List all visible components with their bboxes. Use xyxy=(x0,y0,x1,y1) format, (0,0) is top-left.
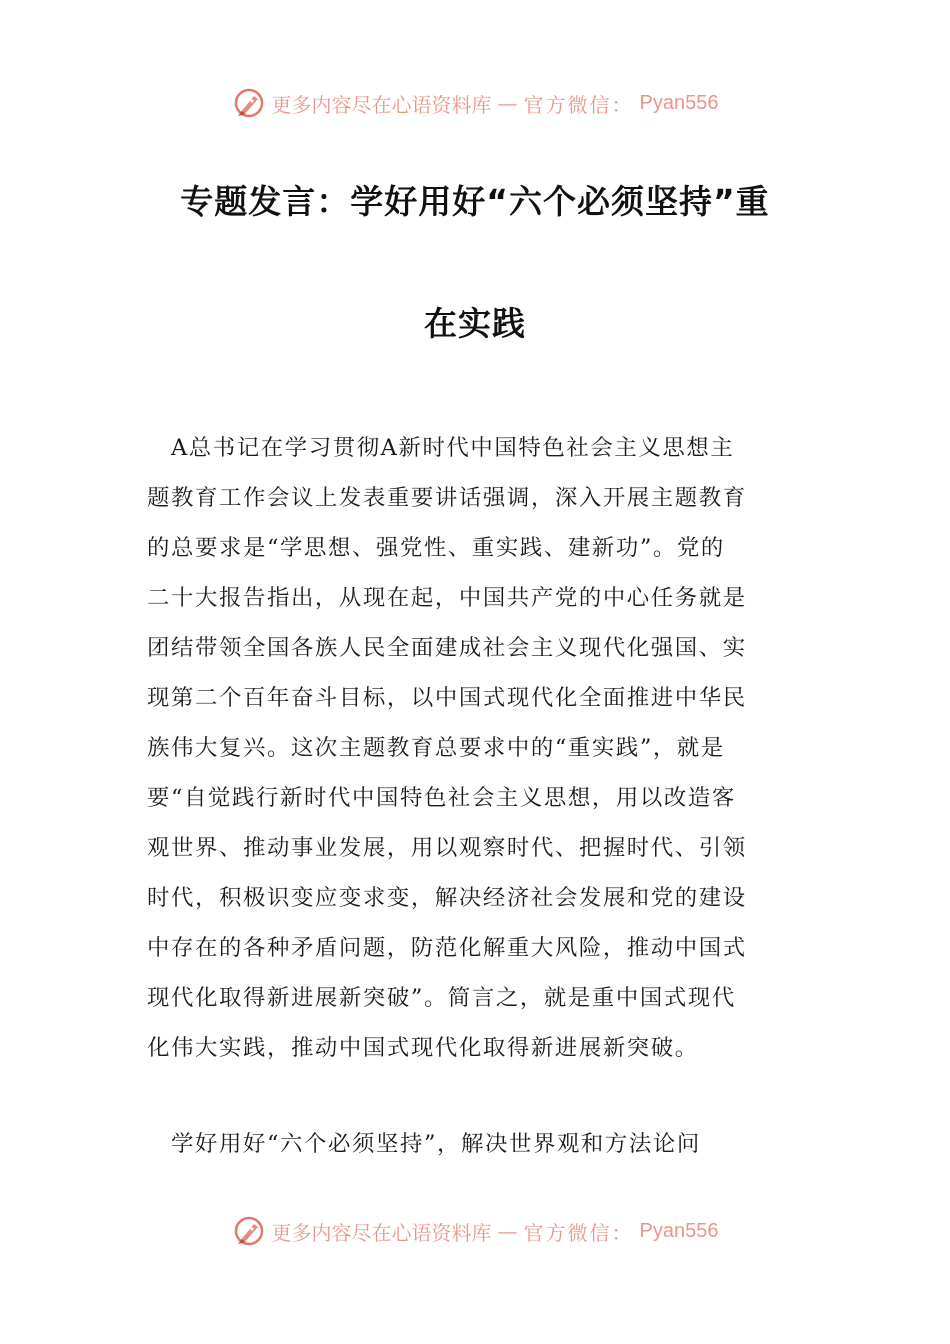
banner-handle: Pyan556 xyxy=(639,1219,719,1242)
banner-site-text: 更多内容尽在心语资料库 xyxy=(271,1220,492,1245)
footer-watermark xyxy=(0,1211,950,1251)
paragraph-line: 团结带领全国各族人民全面建成社会主义现代化强国、实 xyxy=(147,635,747,661)
paragraph-line: 二十大报告指出，从现在起，中国共产党的中心任务就是 xyxy=(147,585,747,611)
paragraph-line: 学好用好“六个必须坚持”，解决世界观和方法论问 xyxy=(147,1131,701,1157)
banner-dash: — xyxy=(497,1219,518,1243)
paragraph-line: 化伟大实践，推动中国式现代化取得新进展新突破。 xyxy=(147,1035,699,1061)
banner-wechat-label: 官方微信： xyxy=(523,1220,634,1245)
banner-site-text: 更多内容尽在心语资料库 xyxy=(271,92,492,117)
paragraph-2 xyxy=(147,1119,807,1169)
paragraph-line: 时代，积极识变应变求变，解决经济社会发展和党的建设 xyxy=(147,885,747,911)
paragraph-line: 要“自觉践行新时代中国特色社会主义思想，用以改造客 xyxy=(147,785,736,811)
paragraph-line: 现代化取得新进展新突破”。简言之，就是重中国式现代 xyxy=(147,985,736,1011)
paragraph-line: 观世界、推动事业发展，用以观察时代、把握时代、引领 xyxy=(147,835,747,861)
paragraph-line: 中存在的各种矛盾问题，防范化解重大风险，推动中国式 xyxy=(147,935,747,961)
pen-nib-logo-icon xyxy=(232,86,266,120)
paragraph-line: 的总要求是“学思想、强党性、重实践、建新功”。党的 xyxy=(147,535,725,561)
header-watermark xyxy=(0,83,950,123)
pen-nib-logo-icon xyxy=(232,1214,266,1248)
paragraph-line: 现第二个百年奋斗目标，以中国式现代化全面推进中华民 xyxy=(147,685,747,711)
page-title-line-2: 在实践 xyxy=(424,304,526,343)
page-title-line-1: 专题发言：学好用好“六个必须坚持”重 xyxy=(180,182,770,221)
banner-handle: Pyan556 xyxy=(639,91,719,114)
banner-wechat-label: 官方微信： xyxy=(523,92,634,117)
paragraph-1 xyxy=(147,423,807,1073)
paragraph-line: 题教育工作会议上发表重要讲话强调，深入开展主题教育 xyxy=(147,485,747,511)
paragraph-line: 族伟大复兴。这次主题教育总要求中的“重实践”，就是 xyxy=(147,735,725,761)
paragraph-line: A总书记在学习贯彻A新时代中国特色社会主义思想主 xyxy=(147,435,735,461)
banner-dash: — xyxy=(497,91,518,115)
